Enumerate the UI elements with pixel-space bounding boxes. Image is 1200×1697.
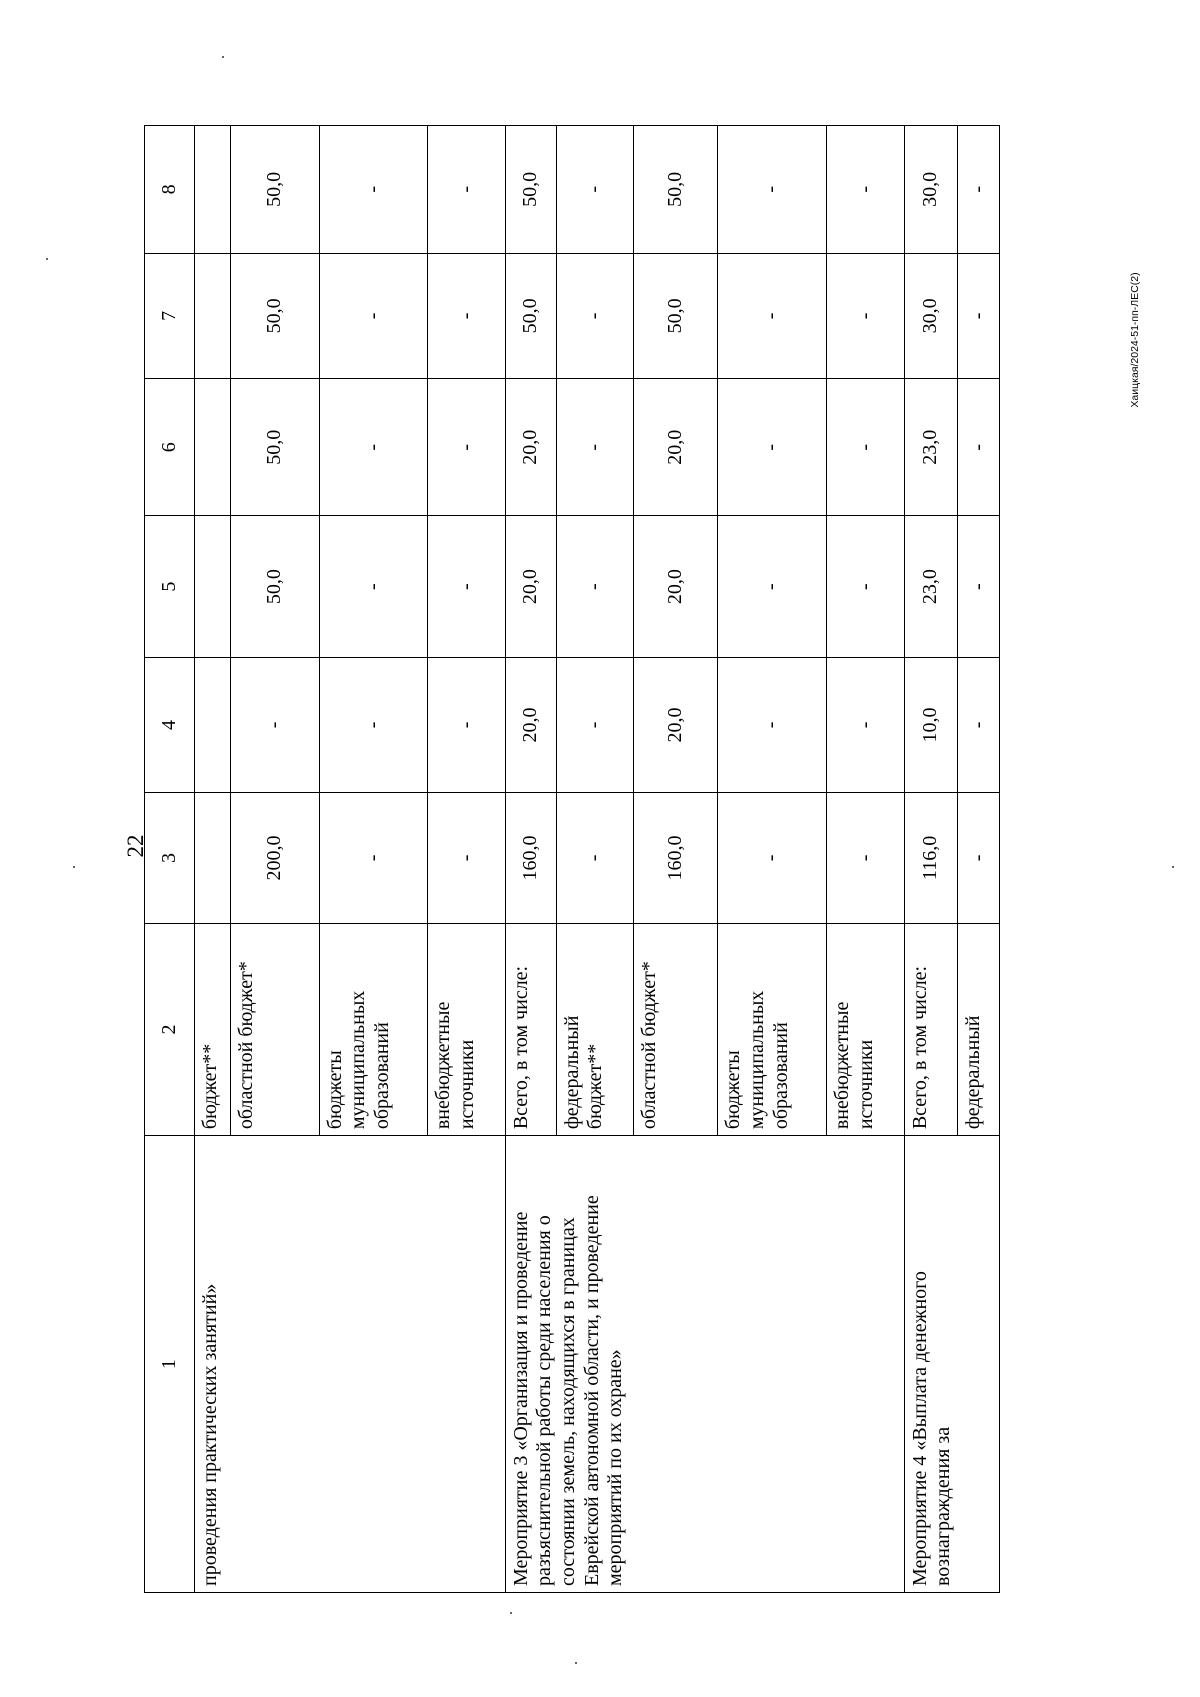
value-cell: - xyxy=(319,126,428,254)
value-cell xyxy=(194,516,230,658)
value-cell: - xyxy=(957,253,999,378)
value-cell xyxy=(194,126,230,254)
column-header: 7 xyxy=(145,253,195,378)
measure-cell: Мероприятие 4 «Выплата денежного вознаграждения за xyxy=(904,1136,999,1593)
value-cell: - xyxy=(319,793,428,924)
page-number: 22 xyxy=(122,834,148,858)
value-cell: - xyxy=(827,379,905,516)
value-cell: 10,0 xyxy=(904,657,957,792)
funding-source-cell: федеральный xyxy=(957,923,999,1135)
value-cell: - xyxy=(827,657,905,792)
value-cell: 50,0 xyxy=(230,126,319,254)
table-row xyxy=(194,126,230,1593)
value-cell: - xyxy=(428,793,506,924)
measure-cell: Мероприятие 3 «Организация и проведение разъяснительной работы среди населения о состоянии земель, находящихся в границах Еврейской автономной области, и проведение мероприятий по их охране» xyxy=(505,1136,904,1593)
value-cell: 50,0 xyxy=(634,253,718,378)
value-cell: - xyxy=(428,126,506,254)
value-cell: - xyxy=(718,657,827,792)
value-cell: - xyxy=(957,657,999,792)
value-cell: - xyxy=(428,657,506,792)
funding-table xyxy=(144,125,1000,1593)
funding-source-cell: бюджеты муниципальных образований xyxy=(319,923,428,1135)
value-cell xyxy=(194,657,230,792)
value-cell: - xyxy=(556,379,634,516)
value-cell: 50,0 xyxy=(230,516,319,658)
table-row xyxy=(904,126,957,1593)
funding-source-cell: областной бюджет* xyxy=(230,923,319,1135)
value-cell: 160,0 xyxy=(505,793,556,924)
scan-speck xyxy=(73,866,75,868)
funding-source-cell: бюджет** xyxy=(194,923,230,1135)
value-cell: 200,0 xyxy=(230,793,319,924)
value-cell: 23,0 xyxy=(904,516,957,658)
value-cell: - xyxy=(556,657,634,792)
value-cell: - xyxy=(957,379,999,516)
value-cell: 20,0 xyxy=(634,516,718,658)
funding-source-cell: областной бюджет* xyxy=(634,923,718,1135)
funding-source-cell: Всего, в том числе: xyxy=(904,923,957,1135)
value-cell: - xyxy=(718,793,827,924)
scan-speck xyxy=(575,1662,577,1664)
column-header: 4 xyxy=(145,657,195,792)
scan-speck xyxy=(1172,866,1174,868)
value-cell: 20,0 xyxy=(634,657,718,792)
value-cell xyxy=(194,379,230,516)
scan-speck xyxy=(46,258,48,260)
document-code: Хаицкая/2024-51-пп-ЛЕС(2) xyxy=(1129,272,1141,408)
value-cell: 23,0 xyxy=(904,379,957,516)
value-cell: - xyxy=(428,379,506,516)
value-cell: 50,0 xyxy=(230,379,319,516)
value-cell xyxy=(194,253,230,378)
value-cell: - xyxy=(428,516,506,658)
value-cell: - xyxy=(556,253,634,378)
value-cell: - xyxy=(718,516,827,658)
value-cell: - xyxy=(957,126,999,254)
value-cell: - xyxy=(319,253,428,378)
value-cell: - xyxy=(827,793,905,924)
value-cell: - xyxy=(319,379,428,516)
value-cell: 116,0 xyxy=(904,793,957,924)
funding-source-cell: федеральный бюджет** xyxy=(556,923,634,1135)
value-cell: - xyxy=(230,657,319,792)
value-cell: 20,0 xyxy=(634,379,718,516)
value-cell xyxy=(194,793,230,924)
column-header: 2 xyxy=(145,923,195,1135)
funding-source-cell: Всего, в том числе: xyxy=(505,923,556,1135)
value-cell: - xyxy=(556,793,634,924)
column-header: 1 xyxy=(145,1136,195,1593)
funding-source-cell: внебюджетные источники xyxy=(428,923,506,1135)
value-cell: 160,0 xyxy=(634,793,718,924)
scan-speck xyxy=(510,1612,512,1614)
column-header: 5 xyxy=(145,516,195,658)
value-cell: - xyxy=(428,253,506,378)
value-cell: - xyxy=(957,793,999,924)
scan-speck xyxy=(222,56,224,58)
funding-source-cell: бюджеты муниципальных образований xyxy=(718,923,827,1135)
value-cell: - xyxy=(556,516,634,658)
measure-cell: проведения практических занятий» xyxy=(194,1136,505,1593)
value-cell: - xyxy=(319,657,428,792)
value-cell: 50,0 xyxy=(634,126,718,254)
value-cell: - xyxy=(319,516,428,658)
value-cell: - xyxy=(556,126,634,254)
value-cell: 30,0 xyxy=(904,126,957,254)
value-cell: - xyxy=(957,516,999,658)
value-cell: 50,0 xyxy=(230,253,319,378)
funding-table-container xyxy=(144,125,1000,1593)
value-cell: 50,0 xyxy=(505,253,556,378)
value-cell: 50,0 xyxy=(505,126,556,254)
column-header: 3 xyxy=(145,793,195,924)
value-cell: - xyxy=(718,253,827,378)
value-cell: 20,0 xyxy=(505,657,556,792)
value-cell: 20,0 xyxy=(505,379,556,516)
table-row xyxy=(505,126,556,1593)
value-cell: 30,0 xyxy=(904,253,957,378)
value-cell: - xyxy=(718,379,827,516)
funding-source-cell: внебюджетные источники xyxy=(827,923,905,1135)
value-cell: - xyxy=(827,253,905,378)
value-cell: - xyxy=(718,126,827,254)
column-number-row xyxy=(145,126,195,1593)
column-header: 8 xyxy=(145,126,195,254)
value-cell: - xyxy=(827,516,905,658)
value-cell: - xyxy=(827,126,905,254)
column-header: 6 xyxy=(145,379,195,516)
value-cell: 20,0 xyxy=(505,516,556,658)
